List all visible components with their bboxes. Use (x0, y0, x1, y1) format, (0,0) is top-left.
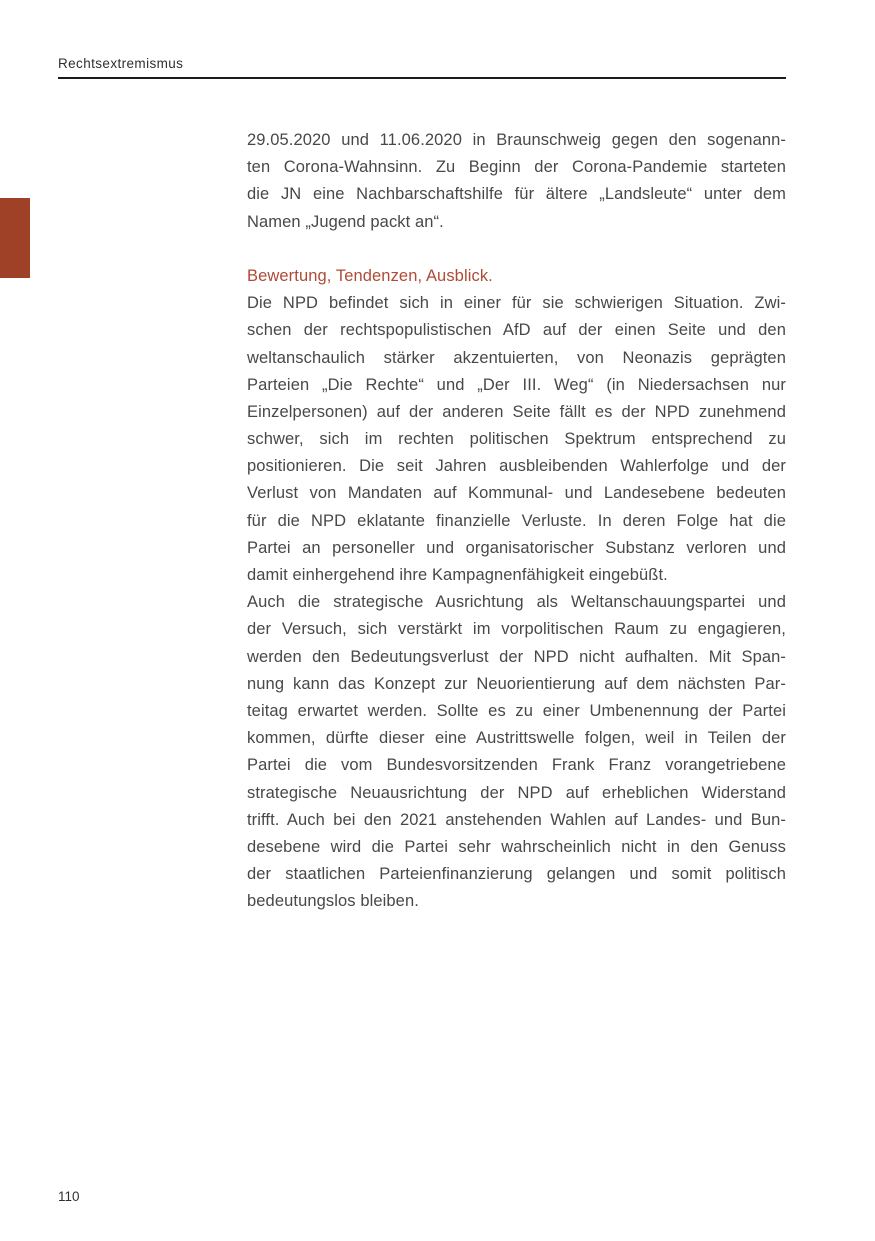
body-text-line: Partei die vom Bundesvorsitzenden Frank Franz vorangetriebene (247, 756, 786, 775)
body-text-line: Partei an personeller und organisatorischer Substanz verloren und (247, 538, 786, 557)
running-header: Rechtsextremismus (58, 56, 184, 71)
body-text-line: bedeutungslos bleiben. (247, 892, 419, 911)
body-text-line: weltanschaulich stärker akzentuierten, von Neonazis geprägten (247, 348, 786, 367)
body-text-line: positionieren. Die seit Jahren ausbleibenden Wahlerfolge und der (247, 457, 786, 476)
body-text-line: teitag erwartet werden. Sollte es zu einer Umbenennung der Partei (247, 701, 786, 720)
page-number: 110 (58, 1189, 80, 1204)
body-text-line: schen der rechtspopulistischen AfD auf der einen Seite und den (247, 321, 786, 340)
paragraph (247, 127, 786, 236)
body-text-line: für die NPD eklatante finanzielle Verluste. In deren Folge hat die (247, 511, 786, 530)
body-text-line: strategische Neuausrichtung der NPD auf erheblichen Widerstand (247, 783, 786, 802)
body-text-line: kommen, dürfte dieser eine Austrittswelle folgen, weil in Teilen der (247, 729, 786, 748)
body-text-line: der staatlichen Parteienfinanzierung gelangen und somit politisch (247, 865, 786, 884)
chapter-margin-marker (0, 198, 30, 278)
body-text-line: Auch die strategische Ausrichtung als Weltanschauungspartei und (247, 593, 786, 612)
body-text-line: Einzelpersonen) auf der anderen Seite fällt es der NPD zunehmend (247, 402, 786, 421)
body-text-line: damit einhergehend ihre Kampagnenfähigkeit eingebüßt. (247, 566, 668, 585)
body-text-line: Die NPD befindet sich in einer für sie schwierigen Situation. Zwi- (247, 294, 786, 313)
body-text-line: desebene wird die Partei sehr wahrscheinlich nicht in den Genuss (247, 837, 786, 856)
paragraph (247, 290, 786, 589)
body-text-line: ten Corona-Wahnsinn. Zu Beginn der Corona-Pandemie starteten (247, 158, 786, 177)
body-text-line: Verlust von Mandaten auf Kommunal- und Landesebene bedeuten (247, 484, 786, 503)
body-text-line: die JN eine Nachbarschaftshilfe für ältere „Landsleute“ unter dem (247, 185, 786, 204)
body-text-line: Namen „Jugend packt an“. (247, 212, 444, 231)
body-text-line: trifft. Auch bei den 2021 anstehenden Wahlen auf Landes- und Bun- (247, 810, 786, 829)
body-text-line: werden den Bedeutungsverlust der NPD nicht aufhalten. Mit Span- (247, 647, 786, 666)
paragraph (247, 589, 786, 915)
body-text-line: nung kann das Konzept zur Neuorientierung auf dem nächsten Par- (247, 674, 786, 693)
section-heading: Bewertung, Tendenzen, Ausblick. (247, 266, 493, 285)
body-text-line: Parteien „Die Rechte“ und „Der III. Weg“ (in Niedersachsen nur (247, 375, 786, 394)
body-text-line: 29.05.2020 und 11.06.2020 in Braunschweig gegen den sogenann- (247, 131, 786, 149)
body-text-line: schwer, sich im rechten politischen Spektrum entsprechend zu (247, 430, 786, 449)
header-rule (58, 77, 786, 79)
body-text-column (247, 127, 786, 915)
body-text-line: der Versuch, sich verstärkt im vorpolitischen Raum zu engagieren, (247, 620, 786, 639)
